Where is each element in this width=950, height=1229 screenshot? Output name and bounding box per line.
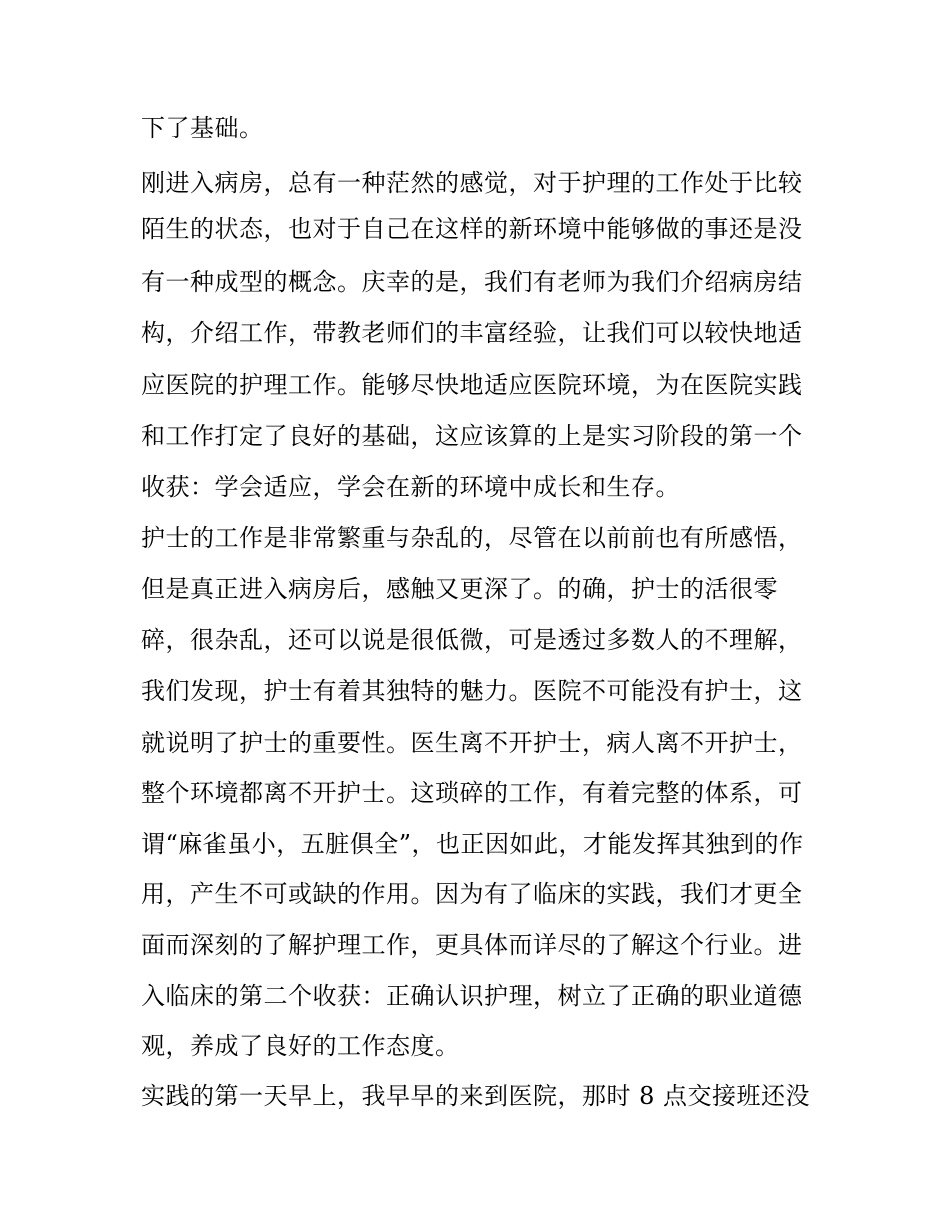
text-line: 就说明了护士的重要性。医生离不开护士，病人离不开护士， — [141, 729, 803, 757]
text-line: 面而深刻的了解护理工作，更具体而详尽的了解这个行业。进 — [141, 931, 803, 959]
text-line: 刚进入病房，总有一种茫然的感觉，对于护理的工作处于比较 — [141, 169, 803, 197]
text-line: 和工作打定了良好的基础，这应该算的上是实习阶段的第一个 — [141, 422, 803, 450]
text-line: 但是真正进入病房后，感触又更深了。的确，护士的活很零 — [141, 575, 778, 603]
text-line: 整个环境都离不开护士。这琐碎的工作，有着完整的体系，可 — [141, 779, 803, 807]
text-line: 实践的第一天早上，我早早的来到医院，那时 8 点交接班还没 — [141, 1082, 811, 1110]
text-line: 陌生的状态，也对于自己在这样的新环境中能够做的事还是没 — [141, 215, 803, 243]
text-line: 我们发现，护士有着其独特的魅力。医院不可能没有护士，这 — [141, 677, 803, 705]
text-line: 构，介绍工作，带教老师们的丰富经验，让我们可以较快地适 — [141, 319, 803, 347]
text-line: 观，养成了良好的工作态度。 — [141, 1032, 460, 1060]
text-line: 下了基础。 — [141, 114, 264, 142]
text-line: 收获：学会适应，学会在新的环境中成长和生存。 — [141, 473, 680, 501]
text-line: 有一种成型的概念。庆幸的是，我们有老师为我们介绍病房结 — [141, 268, 803, 296]
text-line: 应医院的护理工作。能够尽快地适应医院环境，为在医院实践 — [141, 371, 803, 399]
text-line: 碎，很杂乱，还可以说是很低微，可是透过多数人的不理解， — [141, 626, 803, 654]
text-line: 入临床的第二个收获：正确认识护理，树立了正确的职业道德 — [141, 982, 803, 1010]
text-line: 护士的工作是非常繁重与杂乱的，尽管在以前前也有所感悟， — [141, 524, 803, 552]
text-line: 谓“麻雀虽小，五脏俱全”，也正因如此，才能发挥其独到的作 — [141, 830, 804, 858]
text-line: 用，产生不可或缺的作用。因为有了临床的实践，我们才更全 — [141, 880, 803, 908]
